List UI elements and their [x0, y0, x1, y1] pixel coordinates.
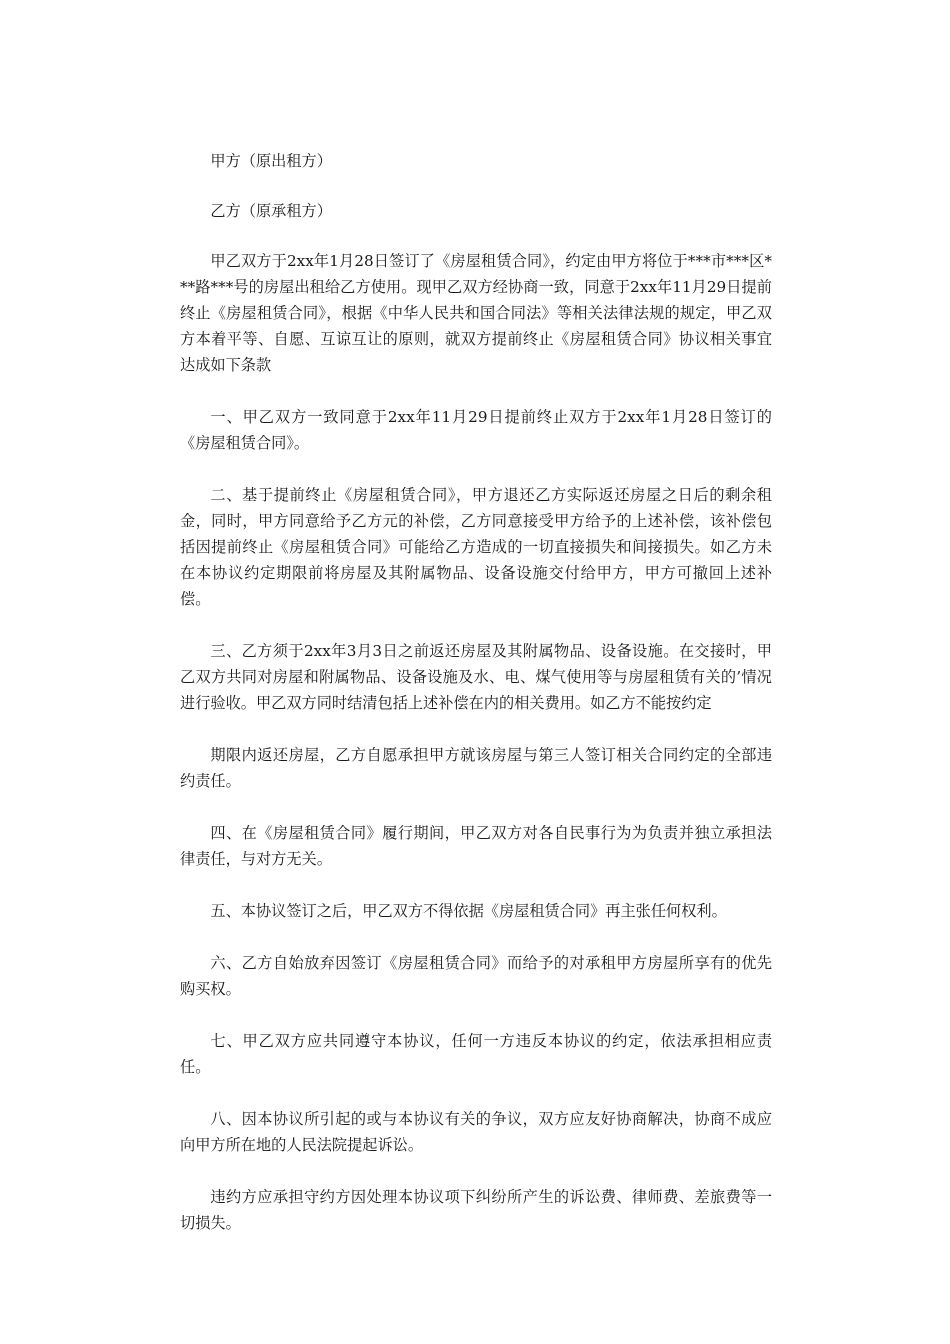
clause-3-continued: 期限内返还房屋，乙方自愿承担甲方就该房屋与第三人签订相关合同约定的全部违约责任。	[180, 746, 772, 790]
clause-4: 四、在《房屋租赁合同》履行期间，甲乙双方对各自民事行为为负责并独立承担法律责任，与对方无关。	[180, 824, 772, 868]
clause-8: 八、因本协议所引起的或与本协议有关的争议，双方应友好协商解决，协商不成应向甲方所在地的人民法院提起诉讼。	[180, 1110, 772, 1154]
party-b-line: 乙方（原承租方）	[210, 202, 332, 220]
clause-1: 一、甲乙双方一致同意于2xx年11月29日提前终止双方于2xx年1月28日签订的《房屋租赁合同》。	[180, 408, 772, 452]
clause-6: 六、乙方自始放弃因签订《房屋租赁合同》而给予的对承租甲方房屋所享有的优先购买权。	[180, 954, 772, 998]
party-a-line: 甲方（原出租方）	[210, 152, 332, 170]
clause-2: 二、基于提前终止《房屋租赁合同》，甲方退还乙方实际返还房屋之日后的剩余租金，同时，甲方同意给予乙方元的补偿，乙方同意接受甲方给予的上述补偿，该补偿包括因提前终止《房屋租赁合同》可能给乙方造成的一切直接损失和间接损失。如乙方未在本协议约定期限前将房屋及其附属物品、设备设施交付给甲方，甲方可撤回上述补偿。	[180, 486, 772, 608]
clause-7: 七、甲乙双方应共同遵守本协议，任何一方违反本协议的约定，依法承担相应责任。	[180, 1032, 772, 1076]
intro-paragraph: 甲乙双方于2xx年1月28日签订了《房屋租赁合同》，约定由甲方将位于***市***区***路***号的房屋出租给乙方使用。现甲乙双方经协商一致，同意于2xx年11月29日提前终止《房屋租赁合同》，根据《中华人民共和国合同法》等相关法律法规的规定，甲乙双方本着平等、自愿、互谅互让的原则，就双方提前终止《房屋租赁合同》协议相关事宜达成如下条款	[180, 252, 772, 374]
clause-3: 三、乙方须于2xx年3月3日之前返还房屋及其附属物品、设备设施。在交接时，甲乙双方共同对房屋和附属物品、设备设施及水、电、煤气使用等与房屋租赁有关的’情况进行验收。甲乙双方同时结清包括上述补偿在内的相关费用。如乙方不能按约定	[180, 642, 772, 712]
document-body	[180, 148, 772, 1262]
breach-costs-paragraph: 违约方应承担守约方因处理本协议项下纠纷所产生的诉讼费、律师费、差旅费等一切损失。	[180, 1188, 772, 1232]
clause-5: 五、本协议签订之后，甲乙双方不得依据《房屋租赁合同》再主张任何权利。	[210, 902, 727, 920]
